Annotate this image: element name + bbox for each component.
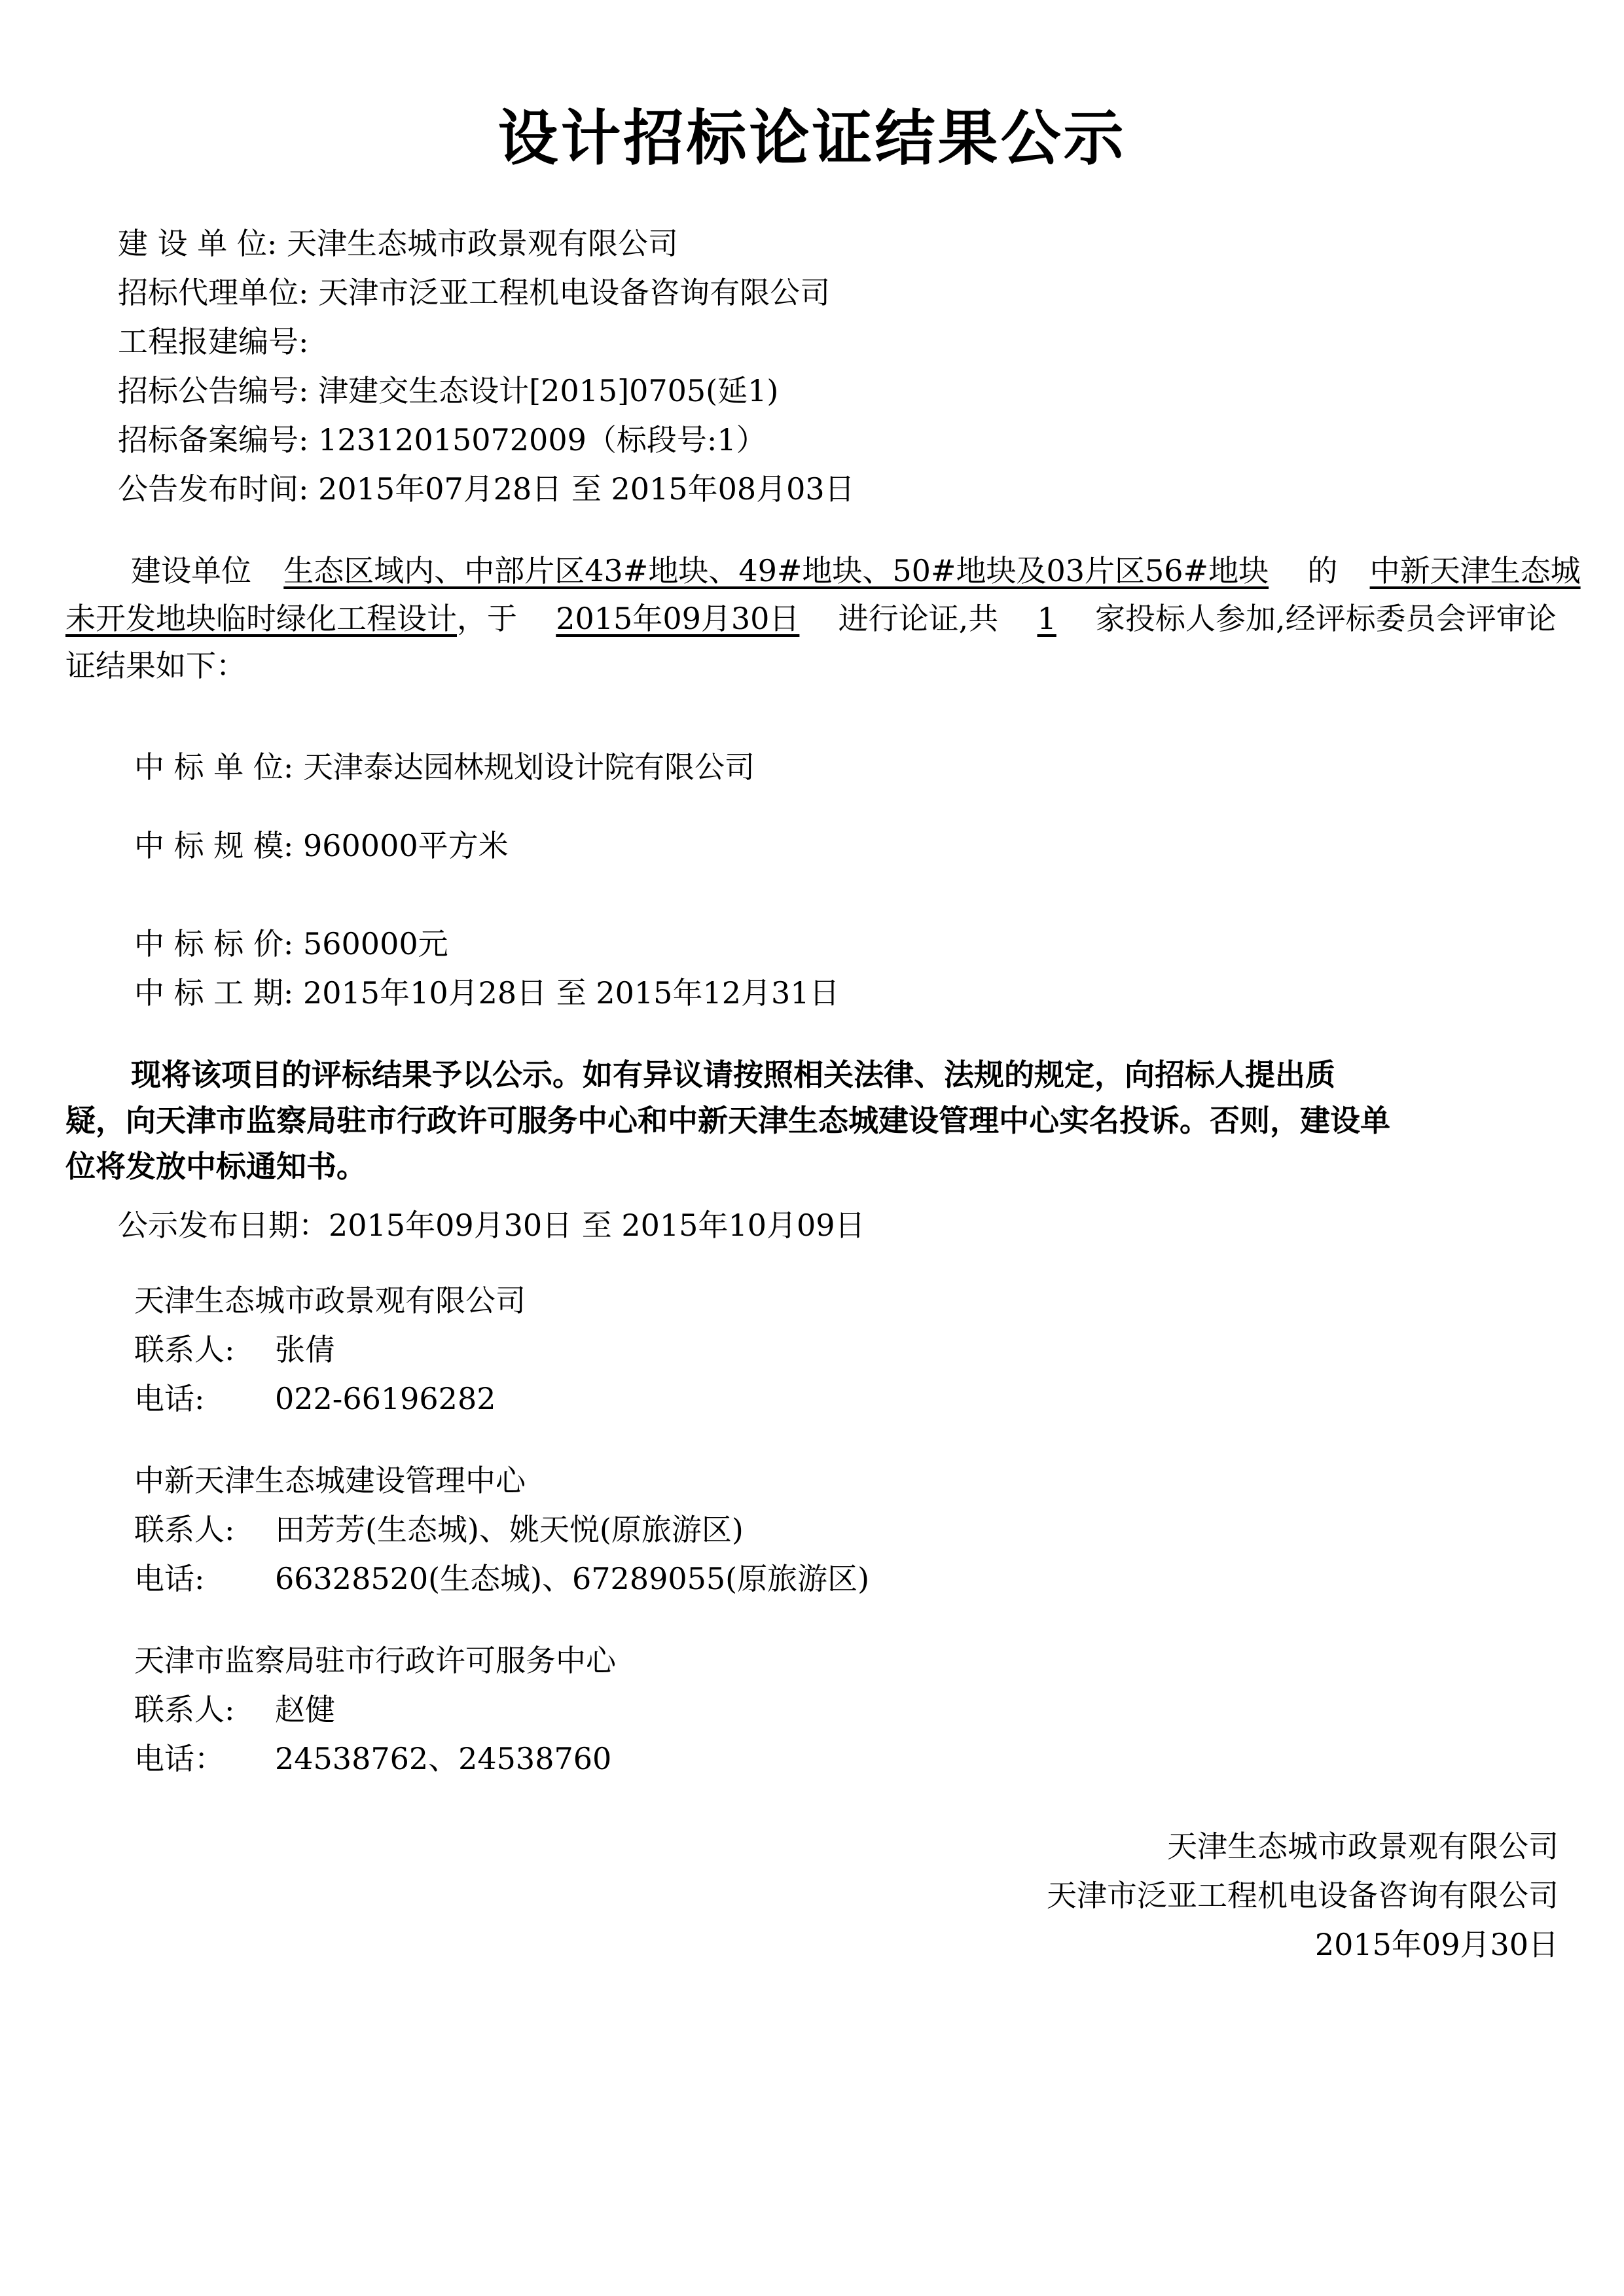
intro-text: ，于 xyxy=(457,601,517,636)
contact-phone-label: 电话: xyxy=(134,1561,205,1596)
publish-date: 公示发布日期：2015年09月30日 至 2015年10月09日 xyxy=(118,1208,865,1243)
field-label: 建 设 单 位: xyxy=(118,226,278,261)
page-title: 设计招标论证结果公示 xyxy=(497,103,1127,173)
field-value: 天津生态城市政景观有限公司 xyxy=(287,226,678,261)
intro-text: 的 xyxy=(1307,553,1338,588)
field-project-number xyxy=(118,324,309,360)
intro-line-2 xyxy=(65,601,1557,637)
result-price xyxy=(134,926,448,962)
contact-phone xyxy=(134,1561,869,1597)
intro-count: 1 xyxy=(1037,601,1056,636)
intro-text: 进行论证,共 xyxy=(838,601,999,636)
field-value: 2015年07月28日 至 2015年08月03日 xyxy=(318,471,855,507)
result-label: 中 标 规 模: xyxy=(134,828,294,863)
contact-person xyxy=(134,1692,335,1728)
field-label: 工程报建编号: xyxy=(118,324,309,359)
intro-date: 2015年09月30日 xyxy=(556,601,800,636)
contact-org: 天津生态城市政景观有限公司 xyxy=(134,1283,526,1318)
signature-date: 2015年09月30日 xyxy=(1314,1927,1559,1962)
result-label: 中 标 工 期: xyxy=(134,975,294,1011)
field-record-number xyxy=(118,422,767,458)
contact-person-value: 田芳芳(生态城)、姚天悦(原旅游区) xyxy=(275,1512,744,1547)
field-agency xyxy=(118,275,830,311)
intro-project: 中新天津生态城 xyxy=(1369,553,1581,588)
field-value: 天津市泛亚工程机电设备咨询有限公司 xyxy=(318,275,831,310)
contact-org: 中新天津生态城建设管理中心 xyxy=(134,1463,526,1498)
notice-line-1: 现将该项目的评标结果予以公示。如有异议请按照相关法律、法规的规定，向招标人提出质 xyxy=(131,1057,1335,1092)
result-label: 中 标 单 位: xyxy=(134,749,294,785)
field-construction-unit xyxy=(118,226,678,262)
contact-person-label: 联系人: xyxy=(134,1692,235,1727)
field-announcement-time xyxy=(118,471,855,507)
contact-phone-label: 电话: xyxy=(134,1381,205,1416)
result-winner xyxy=(134,749,755,785)
notice-line-2: 疑，向天津市监察局驻市行政许可服务中心和中新天津生态城建设管理中心实名投诉。否则，建设单 xyxy=(65,1103,1390,1138)
contact-phone-value: 022-66196282 xyxy=(275,1381,496,1416)
intro-text: 证结果如下： xyxy=(65,648,246,683)
field-label: 公告发布时间: xyxy=(118,471,309,507)
contact-org: 天津市监察局驻市行政许可服务中心 xyxy=(134,1643,616,1678)
contact-person-value: 张倩 xyxy=(275,1332,335,1367)
result-value: 天津泰达园林规划设计院有限公司 xyxy=(303,749,755,785)
intro-project: 未开发地块临时绿化工程设计 xyxy=(65,601,457,636)
field-label: 招标公告编号: xyxy=(118,373,309,408)
result-value: 2015年10月28日 至 2015年12月31日 xyxy=(303,975,840,1011)
contact-person xyxy=(134,1512,744,1548)
contact-phone-value: 66328520(生态城)、67289055(原旅游区) xyxy=(275,1561,870,1596)
intro-text: 建设单位 xyxy=(131,553,251,588)
notice-line-3: 位将发放中标通知书。 xyxy=(65,1149,367,1184)
intro-location: 生态区域内、中部片区43#地块、49#地块、50#地块及03片区56#地块 xyxy=(283,553,1269,588)
contact-person xyxy=(134,1332,335,1368)
intro-line-3 xyxy=(65,648,246,684)
contact-phone-label: 电话： xyxy=(134,1741,225,1776)
contact-person-value: 赵健 xyxy=(275,1692,335,1727)
intro-line-1 xyxy=(131,553,1581,589)
field-label: 招标代理单位: xyxy=(118,275,309,310)
signature-org-1: 天津生态城市政景观有限公司 xyxy=(1167,1829,1559,1864)
result-scale xyxy=(134,828,509,864)
contact-phone xyxy=(134,1381,496,1417)
contact-person-label: 联系人: xyxy=(134,1332,235,1367)
result-label: 中 标 标 价: xyxy=(134,926,294,961)
result-value: 560000元 xyxy=(303,926,448,961)
intro-text: 家投标人参加,经评标委员会评审论 xyxy=(1095,601,1557,636)
field-value: 津建交生态设计[2015]0705(延1) xyxy=(318,373,779,408)
field-label: 招标备案编号: xyxy=(118,422,309,457)
field-announcement-number xyxy=(118,373,778,409)
field-value: 12312015072009（标段号:1） xyxy=(318,422,767,457)
contact-person-label: 联系人: xyxy=(134,1512,235,1547)
contact-phone-value: 24538762、24538760 xyxy=(275,1741,612,1776)
contact-phone xyxy=(134,1741,611,1777)
signature-org-2: 天津市泛亚工程机电设备咨询有限公司 xyxy=(1047,1878,1559,1913)
result-period xyxy=(134,975,840,1011)
result-value: 960000平方米 xyxy=(303,828,509,863)
